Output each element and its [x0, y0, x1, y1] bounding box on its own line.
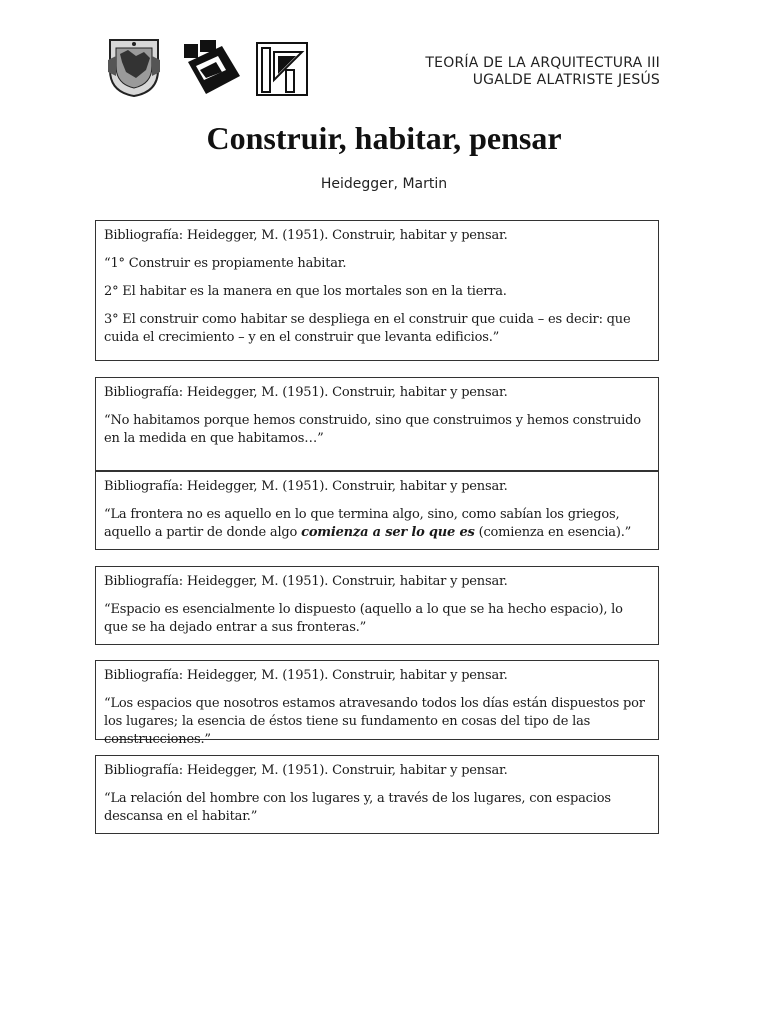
faculty-architecture-logo [182, 36, 244, 98]
quote-text: “La relación del hombre con los lugares y, a través de los lugares, con espacios descansa en el habitar.” [104, 791, 611, 824]
bibliography-line: Bibliografía: Heidegger, M. (1951). Construir, habitar y pensar. [104, 479, 508, 494]
quote-text: 2° El habitar es la manera en que los mortales son en la tierra. [104, 284, 507, 299]
bibliography-line: Bibliografía: Heidegger, M. (1951). Construir, habitar y pensar. [104, 668, 508, 683]
document-title: Construir, habitar, pensar [206, 120, 562, 156]
quote-box-5 [95, 660, 659, 747]
quote-emphasis: comienza a ser lo que es [301, 525, 475, 540]
bibliography-line: Bibliografía: Heidegger, M. (1951). Construir, habitar y pensar. [104, 763, 508, 778]
quote-box-3 [95, 471, 659, 550]
bibliography-line: Bibliografía: Heidegger, M. (1951). Construir, habitar y pensar. [104, 574, 508, 589]
quote-text-after: (comienza en esencia).” [474, 525, 632, 540]
quote-text: “Espacio es esencialmente lo dispuesto (aquello a lo que se ha hecho espacio), lo que se ha dejado entrar a sus fronteras.” [104, 602, 623, 635]
bibliography-line: Bibliografía: Heidegger, M. (1951). Construir, habitar y pensar. [104, 228, 508, 243]
quote-box-4 [95, 566, 659, 645]
document-header [425, 55, 660, 89]
course-name: TEORÍA DE LA ARQUITECTURA III [425, 55, 660, 71]
logo-bar [106, 36, 316, 102]
quote-text [104, 506, 650, 542]
quote-box-6 [95, 755, 659, 834]
document-author: Heidegger, Martin [320, 176, 448, 192]
quote-text: “No habitamos porque hemos construido, sino que construimos y hemos construido en la medida en que habitamos…” [104, 413, 641, 446]
taller-logo-icon [256, 42, 308, 96]
quote-box-1 [95, 220, 659, 361]
student-name: UGALDE ALATRISTE JESÚS [472, 72, 660, 88]
quote-text-before: “La frontera no es aquello en lo que termina algo, sino, como sabían los griegos, aquello a partir de donde algo [104, 507, 620, 540]
quote-box-2 [95, 377, 659, 471]
quote-text: “1° Construir es propiamente habitar. [104, 256, 347, 271]
unam-seal-logo [106, 36, 162, 98]
quote-text: “Los espacios que nosotros estamos atravesando todos los días están dispuestos por los lugares; la esencia de éstos tiene su fundamento en cosas del tipo de las construcciones.” [104, 696, 645, 747]
bibliography-line: Bibliografía: Heidegger, M. (1951). Construir, habitar y pensar. [104, 385, 508, 400]
quote-text: 3° El construir como habitar se despliega en el construir que cuida – es decir: que cuida el crecimiento – y en el construir que levanta edificios.” [104, 312, 631, 345]
